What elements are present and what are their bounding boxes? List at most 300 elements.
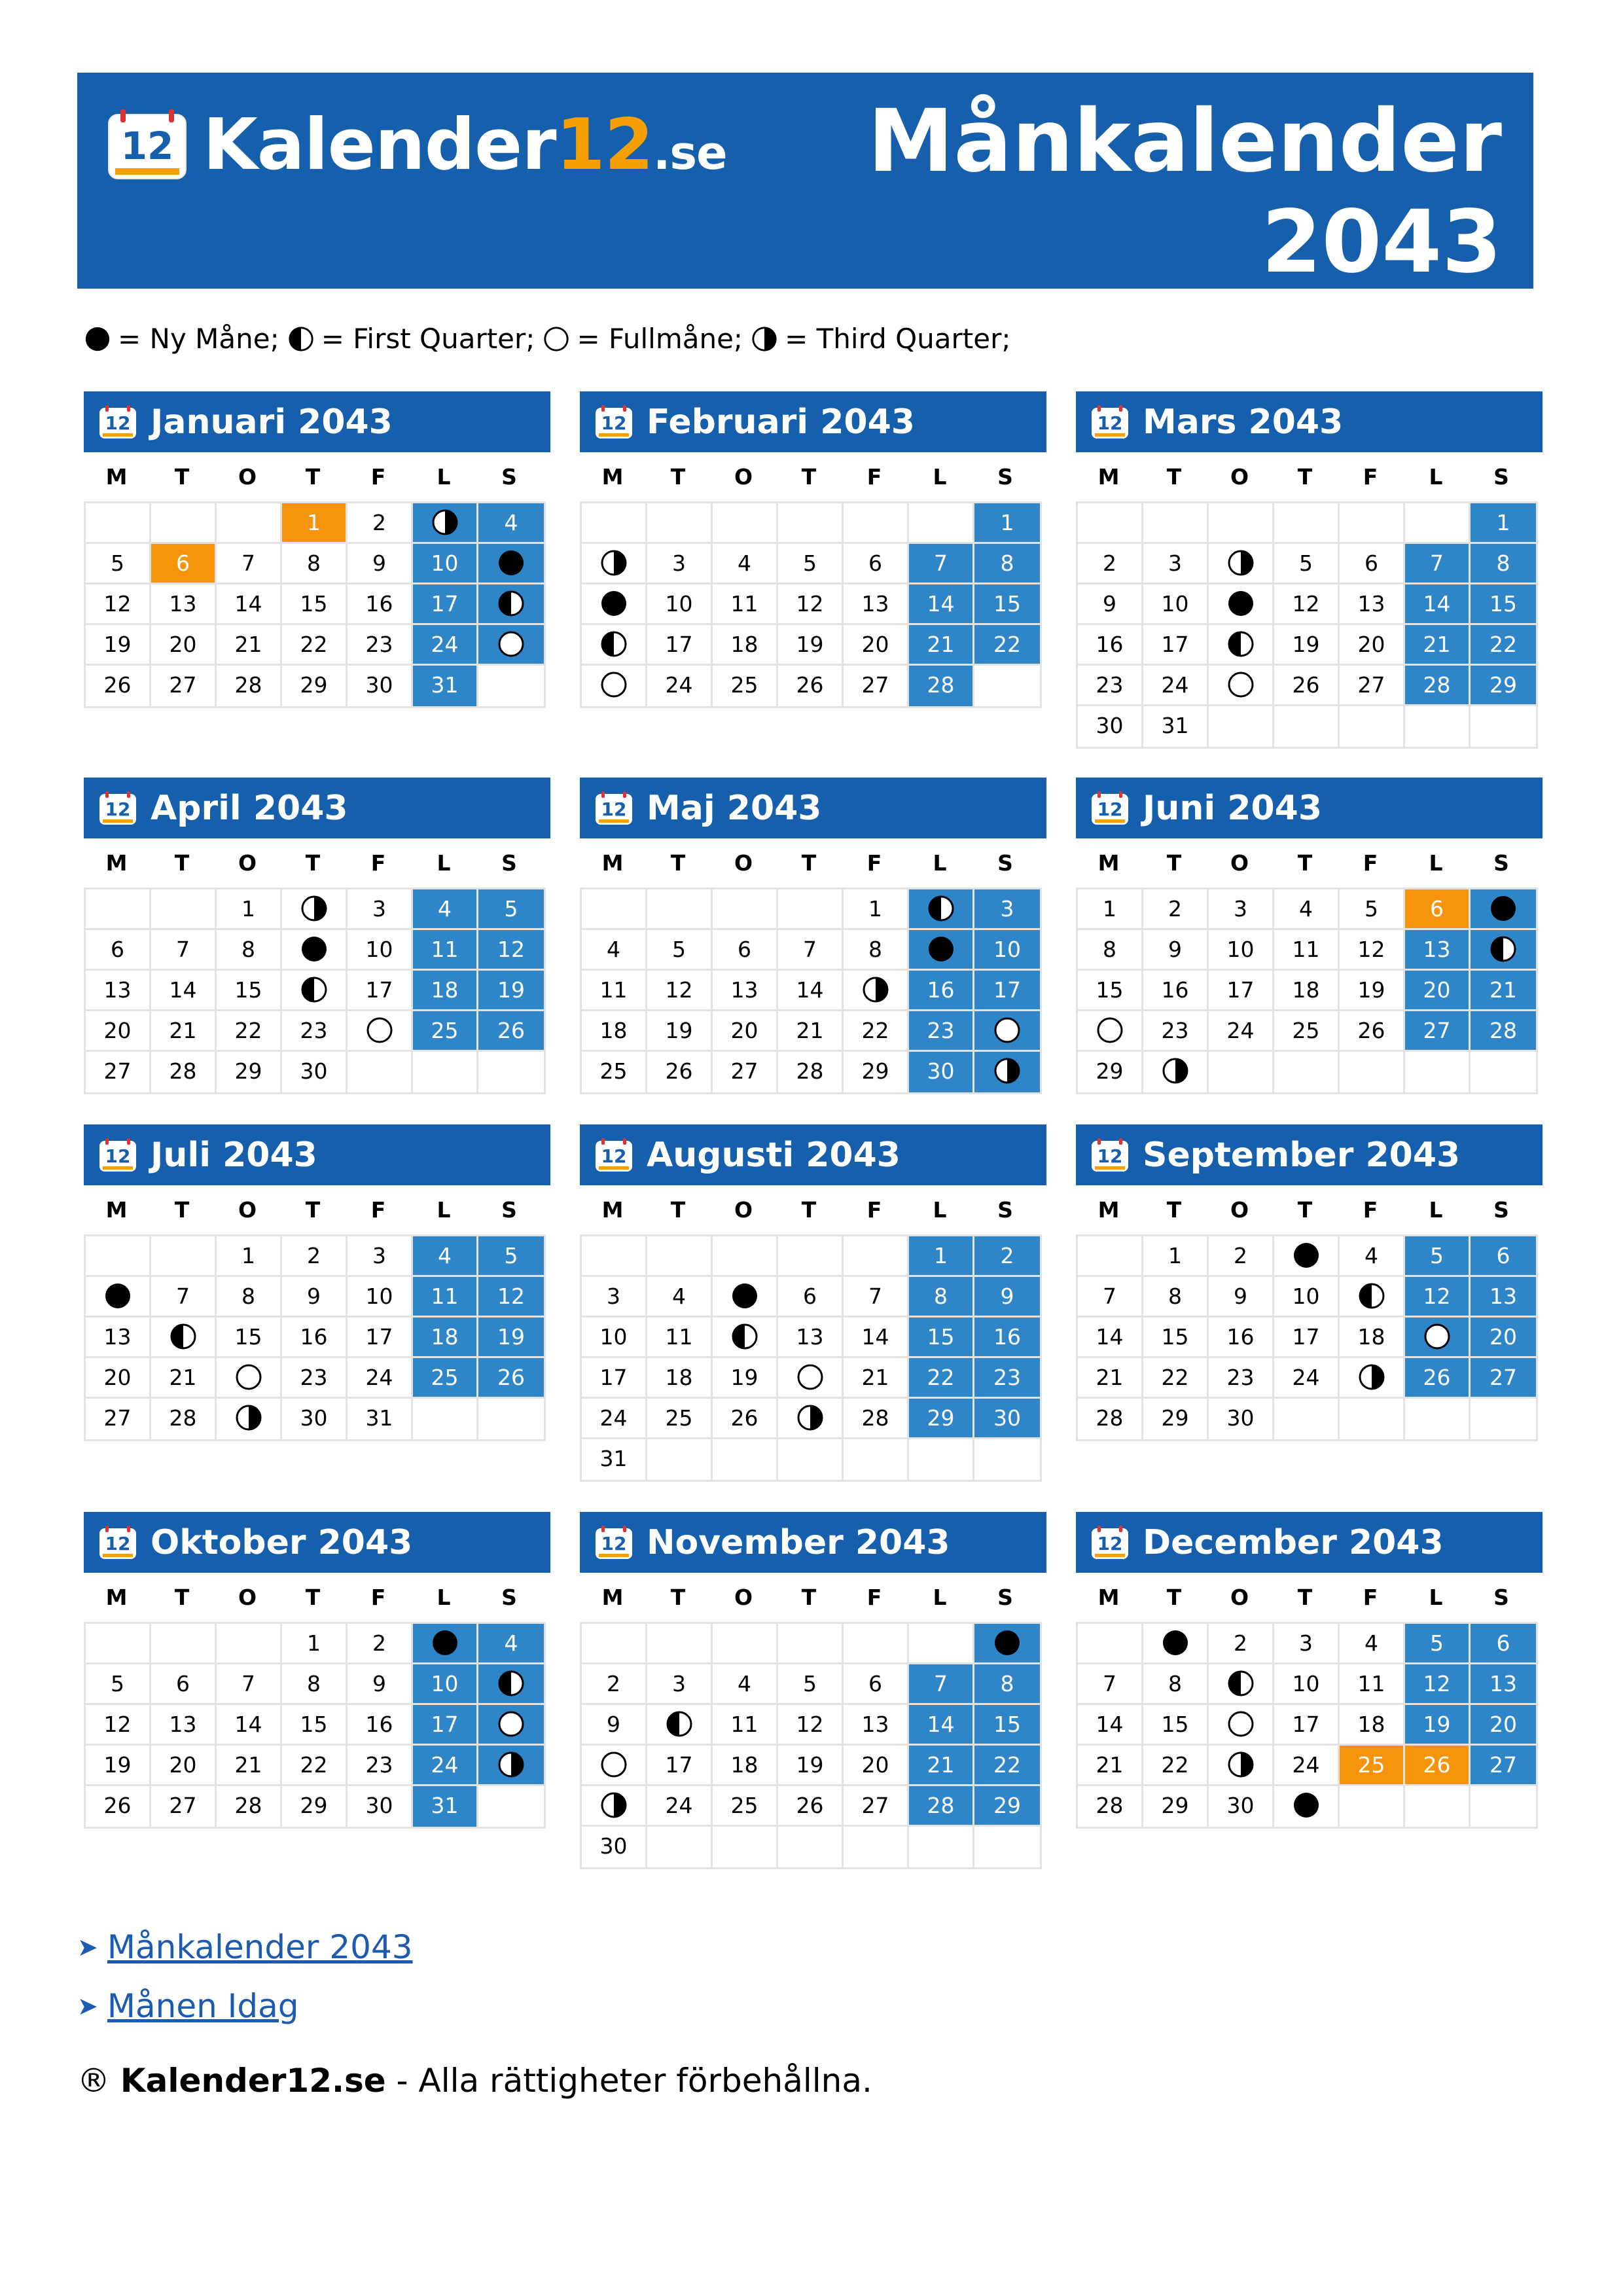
new-moon-icon <box>1292 1791 1321 1820</box>
legend-label: = Ny Måne; <box>118 323 279 355</box>
weekday-label: T <box>670 1585 686 1610</box>
third-quarter-icon <box>300 894 329 923</box>
day-grid <box>84 1622 546 1829</box>
empty-cell <box>1078 503 1143 544</box>
month-title: December 2043 <box>1143 1523 1444 1562</box>
third-quarter-icon <box>861 975 890 1004</box>
weekday-label: O <box>734 1585 753 1610</box>
weekday-label: O <box>238 1585 257 1610</box>
day-cell: 3 <box>1209 889 1274 930</box>
day-cell: 7 <box>1078 1664 1143 1705</box>
weekday-label: T <box>174 850 190 876</box>
new-moon-icon <box>1292 1241 1321 1270</box>
day-grid <box>580 1234 1042 1482</box>
weekday-label: L <box>933 1197 947 1223</box>
day-cell: 23 <box>1143 1011 1209 1052</box>
empty-cell <box>974 1827 1040 1867</box>
weekday-label: F <box>866 1197 882 1223</box>
day-cell: 23 <box>282 1011 348 1052</box>
day-cell: 14 <box>909 584 974 625</box>
weekday-label: L <box>933 850 947 876</box>
day-cell: 8 <box>1143 1664 1209 1705</box>
first-quarter-icon <box>300 975 329 1004</box>
day-cell: 8 <box>217 930 282 971</box>
day-cell: 4 <box>713 1664 778 1705</box>
day-cell: 27 <box>1340 666 1405 706</box>
day-cell: 4 <box>1340 1624 1405 1664</box>
day-cell: 1 <box>217 1236 282 1277</box>
weekday-label: O <box>1230 1585 1249 1610</box>
day-cell: 7 <box>217 544 282 584</box>
day-cell: 23 <box>348 625 413 666</box>
month-header <box>580 1512 1046 1573</box>
day-cell: 13 <box>1471 1664 1536 1705</box>
day-cell: 24 <box>348 1358 413 1399</box>
day-cell <box>413 1624 478 1664</box>
third-quarter-icon <box>234 1403 263 1432</box>
day-cell: 5 <box>778 1664 844 1705</box>
weekday-label: F <box>1363 850 1378 876</box>
empty-cell <box>647 503 713 544</box>
day-cell: 16 <box>1209 1318 1274 1358</box>
day-cell: 20 <box>844 1746 909 1786</box>
day-cell <box>282 889 348 930</box>
month-calendar <box>84 778 550 1094</box>
day-cell <box>974 1052 1040 1092</box>
footer-link[interactable] <box>77 1918 413 1977</box>
day-cell: 11 <box>413 1277 478 1318</box>
day-cell: 1 <box>282 503 348 544</box>
page-title-line1: Månkalender <box>867 91 1502 192</box>
calendar-icon <box>1090 1138 1130 1173</box>
day-cell: 30 <box>909 1052 974 1092</box>
footer-link[interactable] <box>77 1977 413 2036</box>
day-cell: 16 <box>1143 971 1209 1011</box>
month-calendar <box>1076 1512 1543 1829</box>
day-cell: 14 <box>151 971 217 1011</box>
day-cell: 15 <box>974 584 1040 625</box>
empty-cell <box>151 889 217 930</box>
day-cell: 28 <box>1078 1399 1143 1439</box>
day-grid <box>84 1234 546 1441</box>
weekday-header <box>580 452 1046 501</box>
empty-cell <box>1471 1786 1536 1827</box>
empty-cell <box>974 1439 1040 1480</box>
day-cell: 19 <box>1340 971 1405 1011</box>
day-cell: 14 <box>909 1705 974 1746</box>
day-cell: 13 <box>151 584 217 625</box>
day-cell: 21 <box>151 1358 217 1399</box>
day-cell: 19 <box>86 1746 151 1786</box>
day-cell: 2 <box>282 1236 348 1277</box>
weekday-label: O <box>1230 850 1249 876</box>
weekday-label: F <box>370 464 386 490</box>
day-cell: 6 <box>778 1277 844 1318</box>
full-moon-icon <box>599 670 628 699</box>
day-grid <box>1076 1622 1538 1829</box>
footer-brand: Kalender12.se <box>120 2062 386 2100</box>
weekday-label: S <box>1493 1197 1509 1223</box>
day-cell: 11 <box>582 971 647 1011</box>
day-cell <box>86 1277 151 1318</box>
calendar-icon <box>594 1525 633 1560</box>
day-cell <box>909 889 974 930</box>
day-cell: 2 <box>1209 1236 1274 1277</box>
day-cell: 4 <box>713 544 778 584</box>
day-cell: 18 <box>1340 1705 1405 1746</box>
month-icon-text: 12 <box>1097 412 1123 434</box>
day-cell: 8 <box>1143 1277 1209 1318</box>
weekday-label: F <box>866 464 882 490</box>
new-moon-icon <box>497 548 526 577</box>
empty-cell <box>1340 1786 1405 1827</box>
day-cell <box>151 1318 217 1358</box>
day-cell: 25 <box>582 1052 647 1092</box>
link-text[interactable]: Månkalender 2043 <box>107 1928 413 1966</box>
legend-label: = Third Quarter; <box>785 323 1011 355</box>
empty-cell <box>1471 1399 1536 1439</box>
day-cell <box>778 1358 844 1399</box>
calendar-icon <box>98 1525 137 1560</box>
day-cell: 29 <box>1143 1399 1209 1439</box>
month-title: Juli 2043 <box>151 1136 317 1175</box>
day-cell: 3 <box>647 1664 713 1705</box>
day-cell: 21 <box>909 1746 974 1786</box>
empty-cell <box>909 1439 974 1480</box>
day-cell: 7 <box>1405 544 1471 584</box>
day-cell: 17 <box>582 1358 647 1399</box>
day-grid <box>1076 888 1538 1094</box>
month-title: April 2043 <box>151 789 348 828</box>
day-cell: 14 <box>844 1318 909 1358</box>
day-cell: 19 <box>478 971 544 1011</box>
day-cell: 10 <box>413 1664 478 1705</box>
empty-cell <box>413 1399 478 1439</box>
month-calendar <box>580 778 1046 1094</box>
month-icon-text: 12 <box>1097 798 1123 820</box>
day-cell: 12 <box>647 971 713 1011</box>
day-cell: 16 <box>348 584 413 625</box>
weekday-label: S <box>1493 850 1509 876</box>
month-title: November 2043 <box>647 1523 950 1562</box>
month-header <box>580 778 1046 838</box>
day-cell: 11 <box>647 1318 713 1358</box>
empty-cell <box>713 889 778 930</box>
day-cell: 14 <box>1078 1318 1143 1358</box>
day-cell: 27 <box>713 1052 778 1092</box>
day-cell: 26 <box>1405 1358 1471 1399</box>
day-cell: 22 <box>974 1746 1040 1786</box>
weekday-label: F <box>370 850 386 876</box>
weekday-label: S <box>997 850 1013 876</box>
day-cell <box>478 1664 544 1705</box>
new-moon-icon <box>103 1282 132 1310</box>
weekday-label: M <box>1097 1197 1120 1223</box>
day-cell: 9 <box>1143 930 1209 971</box>
link-text[interactable]: Månen Idag <box>107 1987 299 2025</box>
day-cell: 27 <box>151 666 217 706</box>
day-cell: 24 <box>647 1786 713 1827</box>
day-cell: 2 <box>348 503 413 544</box>
day-cell: 8 <box>844 930 909 971</box>
day-cell: 21 <box>844 1358 909 1399</box>
calendar-icon <box>594 791 633 826</box>
day-cell: 5 <box>1340 889 1405 930</box>
day-cell: 15 <box>1471 584 1536 625</box>
first-quarter-icon <box>497 589 526 618</box>
day-cell: 12 <box>86 584 151 625</box>
day-cell: 30 <box>974 1399 1040 1439</box>
day-cell: 5 <box>1405 1624 1471 1664</box>
day-cell <box>1209 1746 1274 1786</box>
day-cell: 9 <box>582 1705 647 1746</box>
day-cell: 27 <box>86 1052 151 1092</box>
day-cell <box>478 1746 544 1786</box>
day-cell: 26 <box>478 1011 544 1052</box>
day-cell: 10 <box>1274 1277 1340 1318</box>
weekday-label: L <box>1429 850 1443 876</box>
empty-cell <box>1209 706 1274 747</box>
day-cell: 1 <box>282 1624 348 1664</box>
day-cell: 1 <box>909 1236 974 1277</box>
day-cell <box>974 1011 1040 1052</box>
day-cell: 1 <box>1143 1236 1209 1277</box>
empty-cell <box>1405 503 1471 544</box>
month-icon-text: 12 <box>1097 1145 1123 1167</box>
day-cell: 30 <box>1209 1786 1274 1827</box>
day-cell: 4 <box>582 930 647 971</box>
moon-legend <box>84 319 1019 359</box>
day-cell: 10 <box>1143 584 1209 625</box>
empty-cell <box>1471 706 1536 747</box>
day-cell: 4 <box>413 889 478 930</box>
full-moon-icon <box>1423 1322 1452 1351</box>
day-cell: 10 <box>974 930 1040 971</box>
third-quarter-icon <box>993 1056 1022 1085</box>
empty-cell <box>413 1052 478 1092</box>
third-quarter-icon <box>497 1750 526 1779</box>
day-cell: 10 <box>647 584 713 625</box>
day-cell: 12 <box>1274 584 1340 625</box>
day-cell <box>1340 1358 1405 1399</box>
day-cell <box>1340 1277 1405 1318</box>
month-header <box>84 778 550 838</box>
day-cell: 17 <box>413 1705 478 1746</box>
month-calendar <box>84 391 550 708</box>
month-icon-text: 12 <box>105 1145 131 1167</box>
day-cell: 31 <box>413 666 478 706</box>
day-cell: 18 <box>1274 971 1340 1011</box>
empty-cell <box>582 503 647 544</box>
empty-cell <box>151 503 217 544</box>
full-moon-icon <box>1226 670 1255 699</box>
month-icon-text: 12 <box>601 1145 627 1167</box>
first-quarter-icon <box>1226 1669 1255 1698</box>
day-cell: 3 <box>974 889 1040 930</box>
third-quarter-icon <box>1226 548 1255 577</box>
day-cell: 18 <box>1340 1318 1405 1358</box>
day-cell: 19 <box>778 625 844 666</box>
weekday-label: M <box>105 1585 128 1610</box>
empty-cell <box>713 1624 778 1664</box>
day-cell: 6 <box>151 544 217 584</box>
weekday-label: S <box>997 1197 1013 1223</box>
calendar-icon <box>98 1138 137 1173</box>
day-cell <box>647 1705 713 1746</box>
day-cell: 18 <box>413 1318 478 1358</box>
day-cell <box>1209 625 1274 666</box>
day-cell: 2 <box>974 1236 1040 1277</box>
day-cell: 17 <box>647 625 713 666</box>
day-cell: 16 <box>1078 625 1143 666</box>
calendar-icon <box>106 108 188 181</box>
weekday-header <box>84 452 550 501</box>
new-moon-icon <box>730 1282 759 1310</box>
day-cell: 29 <box>844 1052 909 1092</box>
new-moon-icon <box>1489 894 1518 923</box>
empty-cell <box>909 1624 974 1664</box>
day-cell: 13 <box>844 584 909 625</box>
day-cell: 15 <box>909 1318 974 1358</box>
day-cell: 28 <box>844 1399 909 1439</box>
day-cell: 31 <box>582 1439 647 1480</box>
month-icon-text: 12 <box>105 1533 131 1554</box>
day-cell <box>1209 1664 1274 1705</box>
empty-cell <box>478 1399 544 1439</box>
day-cell: 6 <box>713 930 778 971</box>
day-cell: 22 <box>974 625 1040 666</box>
weekday-label: T <box>1166 464 1182 490</box>
empty-cell <box>713 1827 778 1867</box>
weekday-label: L <box>437 464 451 490</box>
day-cell <box>582 625 647 666</box>
full-moon-icon <box>234 1363 263 1391</box>
month-header <box>580 391 1046 452</box>
day-cell: 10 <box>1209 930 1274 971</box>
weekday-label: T <box>1297 1585 1313 1610</box>
day-cell: 20 <box>151 1746 217 1786</box>
first-quarter-icon <box>665 1710 694 1738</box>
day-cell: 3 <box>348 1236 413 1277</box>
day-cell: 25 <box>413 1358 478 1399</box>
weekday-header <box>580 838 1046 888</box>
day-cell: 5 <box>478 1236 544 1277</box>
weekday-label: S <box>1493 1585 1509 1610</box>
day-cell: 27 <box>844 1786 909 1827</box>
day-cell: 22 <box>844 1011 909 1052</box>
weekday-label: L <box>437 1197 451 1223</box>
first-quarter-icon <box>1226 630 1255 658</box>
day-cell: 2 <box>1143 889 1209 930</box>
month-header <box>1076 1512 1543 1573</box>
month-header <box>1076 391 1543 452</box>
weekday-label: L <box>437 850 451 876</box>
full-moon-icon <box>993 1016 1022 1045</box>
day-cell: 21 <box>151 1011 217 1052</box>
weekday-label: F <box>1363 1197 1378 1223</box>
day-cell: 26 <box>778 1786 844 1827</box>
weekday-label: T <box>305 850 321 876</box>
month-header <box>580 1124 1046 1185</box>
weekday-label: F <box>1363 464 1378 490</box>
day-cell: 28 <box>909 1786 974 1827</box>
full-moon-icon <box>599 1750 628 1779</box>
day-cell: 30 <box>348 1786 413 1827</box>
day-cell <box>713 1318 778 1358</box>
weekday-header <box>1076 1573 1543 1622</box>
new-moon-icon <box>300 935 329 963</box>
day-cell: 26 <box>647 1052 713 1092</box>
day-cell <box>713 1277 778 1318</box>
day-cell: 25 <box>1340 1746 1405 1786</box>
empty-cell <box>647 1439 713 1480</box>
empty-cell <box>151 1236 217 1277</box>
day-cell: 29 <box>909 1399 974 1439</box>
day-cell: 3 <box>582 1277 647 1318</box>
day-grid <box>84 501 546 708</box>
empty-cell <box>217 503 282 544</box>
day-cell: 29 <box>1143 1786 1209 1827</box>
weekday-label: M <box>601 1197 624 1223</box>
third-quarter-icon <box>1226 1750 1255 1779</box>
month-calendar <box>580 1512 1046 1869</box>
first-quarter-icon <box>169 1322 198 1351</box>
day-grid <box>580 501 1042 708</box>
day-cell: 1 <box>844 889 909 930</box>
empty-cell <box>909 503 974 544</box>
day-cell: 7 <box>909 1664 974 1705</box>
day-cell: 6 <box>844 1664 909 1705</box>
month-title: Mars 2043 <box>1143 403 1344 442</box>
day-cell: 18 <box>713 625 778 666</box>
empty-cell <box>1340 503 1405 544</box>
empty-cell <box>348 1052 413 1092</box>
month-title: Januari 2043 <box>151 403 393 442</box>
empty-cell <box>1471 1052 1536 1092</box>
logo-number: 12 <box>556 104 653 186</box>
day-cell: 22 <box>1143 1358 1209 1399</box>
day-cell <box>478 1705 544 1746</box>
first-quarter-icon <box>1489 935 1518 963</box>
day-cell: 10 <box>1274 1664 1340 1705</box>
empty-cell <box>778 1439 844 1480</box>
day-cell: 25 <box>413 1011 478 1052</box>
empty-cell <box>778 1624 844 1664</box>
empty-cell <box>1340 1052 1405 1092</box>
weekday-label: S <box>501 850 517 876</box>
day-cell: 29 <box>1078 1052 1143 1092</box>
weekday-label: L <box>1429 464 1443 490</box>
day-cell: 9 <box>282 1277 348 1318</box>
day-cell: 6 <box>1405 889 1471 930</box>
day-cell: 9 <box>974 1277 1040 1318</box>
day-cell: 14 <box>217 584 282 625</box>
new-moon-icon <box>1161 1628 1190 1657</box>
logo-text[interactable] <box>203 103 727 196</box>
day-cell: 20 <box>151 625 217 666</box>
weekday-label: S <box>501 1585 517 1610</box>
month-header <box>1076 1124 1543 1185</box>
empty-cell <box>778 889 844 930</box>
day-cell: 20 <box>844 625 909 666</box>
day-cell: 22 <box>909 1358 974 1399</box>
day-cell: 22 <box>217 1011 282 1052</box>
weekday-label: F <box>370 1585 386 1610</box>
first-quarter-icon <box>730 1322 759 1351</box>
weekday-label: S <box>501 1197 517 1223</box>
weekday-label: O <box>1230 1197 1249 1223</box>
day-cell: 13 <box>151 1705 217 1746</box>
